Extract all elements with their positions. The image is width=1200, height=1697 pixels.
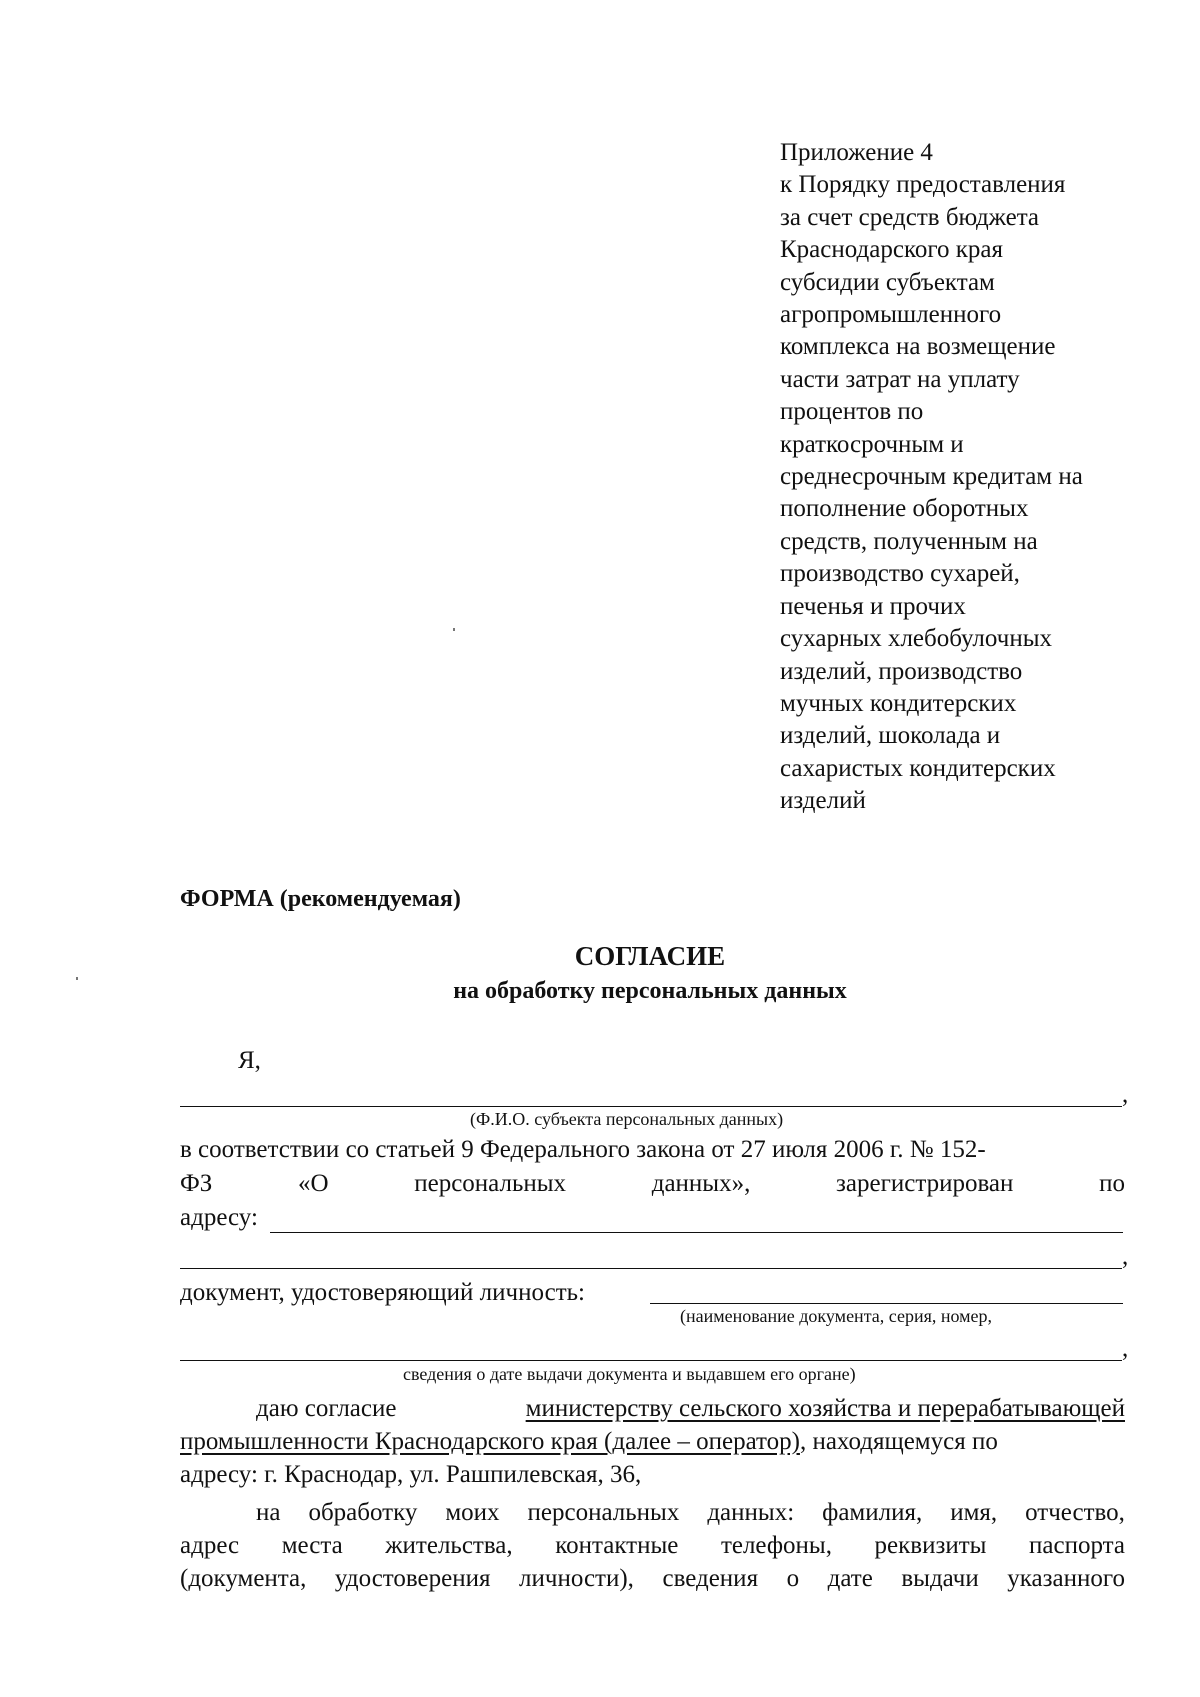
address-comma: , [1122, 1243, 1129, 1270]
address-line [270, 1232, 1123, 1233]
processing-word: адрес [180, 1532, 240, 1559]
law-word: персональных [414, 1170, 567, 1197]
processing-word: указанного [1007, 1565, 1125, 1592]
appendix-line: комплекса на возмещение [780, 333, 1056, 361]
processing-word: дате [827, 1565, 873, 1592]
appendix-line: среднесрочным кредитам на [780, 463, 1083, 491]
issue-comma: , [1122, 1335, 1129, 1362]
appendix-line: краткосрочным и [780, 430, 964, 458]
consent-prefix: даю согласие [256, 1395, 397, 1422]
processing-word: контактные [555, 1532, 679, 1559]
located-suffix: , находящемуся по [799, 1428, 998, 1455]
issue-caption: сведения о дате выдачи документа и выдавшем его органе) [403, 1364, 856, 1384]
appendix-line: процентов по [780, 398, 924, 426]
id-document-caption: (наименование документа, серия, номер, [680, 1306, 993, 1326]
appendix-line: изделий, шоколада и [780, 722, 1001, 750]
document-title: СОГЛАСИЕ [574, 941, 726, 971]
appendix-line: мучных кондитерских [780, 689, 1017, 717]
appendix-line: за счет средств бюджета [780, 203, 1040, 231]
processing-line-1 [256, 1499, 1125, 1527]
processing-word: личности), [519, 1565, 634, 1592]
law-word: ФЗ [180, 1170, 213, 1197]
consent-line-1 [256, 1395, 1125, 1423]
processing-word: жительства, [385, 1532, 513, 1559]
processing-word: моих [445, 1499, 500, 1526]
processing-word: паспорта [1029, 1532, 1125, 1559]
form-label: ФОРМА (рекомендуемая) [180, 886, 461, 912]
appendix-line: к Порядку предоставления [780, 171, 1066, 199]
processing-word: имя, [950, 1499, 998, 1526]
appendix-line: изделий [780, 787, 866, 815]
fio-line [180, 1106, 1122, 1107]
law-word: по [1099, 1170, 1125, 1197]
appendix-line: Приложение 4 [780, 139, 933, 166]
processing-word: (документа, [180, 1565, 307, 1592]
processing-word: реквизиты [874, 1532, 987, 1559]
ya-label: Я, [238, 1047, 261, 1074]
appendix-line: производство сухарей, [780, 560, 1020, 588]
processing-line-3 [180, 1565, 1125, 1593]
processing-line-2 [180, 1532, 1125, 1560]
law-line-2 [180, 1170, 1125, 1198]
processing-word: о [786, 1565, 800, 1592]
address-line-2 [180, 1268, 1122, 1269]
law-word: данных», [651, 1170, 751, 1197]
consent-line-2 [180, 1428, 998, 1456]
ministry-name-part-1: министерству сельского хозяйства и перерабатывающей [525, 1395, 1125, 1422]
address-label: адресу: [180, 1204, 258, 1231]
appendix-line: агропромышленного [780, 301, 1002, 329]
processing-word: обработку [308, 1499, 418, 1526]
processing-word: удостоверения [334, 1565, 491, 1592]
fio-caption: (Ф.И.О. субъекта персональных данных) [470, 1109, 784, 1129]
processing-word: отчество, [1025, 1499, 1125, 1526]
appendix-line: сахаристых кондитерских [780, 754, 1056, 782]
issue-line [180, 1360, 1122, 1361]
processing-word: телефоны, [720, 1532, 832, 1559]
appendix-line: субсидии субъектам [780, 268, 995, 296]
appendix-line: Краснодарского края [780, 236, 1003, 264]
law-line-1: в соответствии со статьей 9 Федерального закона от 27 июля 2006 г. № 152- [180, 1136, 986, 1163]
appendix-block [780, 137, 1160, 818]
appendix-line: пополнение оборотных [780, 495, 1029, 523]
processing-word: места [281, 1532, 343, 1559]
appendix-line: печенья и прочих [780, 592, 966, 620]
appendix-line: изделий, производство [780, 657, 1023, 685]
processing-word: фамилия, [822, 1499, 923, 1526]
fio-comma: , [1122, 1081, 1129, 1108]
appendix-line: части затрат на уплату [780, 365, 1020, 393]
id-document-label: документ, удостоверяющий личность: [180, 1279, 585, 1306]
processing-word: на [256, 1499, 281, 1526]
id-document-line [650, 1303, 1123, 1304]
ministry-name-part-2: промышленности Краснодарского края (далее – оператор) [180, 1428, 800, 1455]
processing-word: данных: [707, 1499, 795, 1526]
law-word: «О [297, 1170, 329, 1197]
processing-word: выдачи [901, 1565, 979, 1592]
processing-word: сведения [662, 1565, 759, 1592]
appendix-line: сухарных хлебобулочных [780, 625, 1052, 653]
operator-address: адресу: г. Краснодар, ул. Рашпилевская, 36, [180, 1461, 642, 1488]
document-subtitle: на обработку персональных данных [453, 978, 847, 1004]
appendix-line: средств, полученным на [780, 527, 1038, 555]
law-word: зарегистрирован [836, 1170, 1014, 1197]
processing-word: персональных [527, 1499, 680, 1526]
scan-speck [453, 628, 455, 631]
